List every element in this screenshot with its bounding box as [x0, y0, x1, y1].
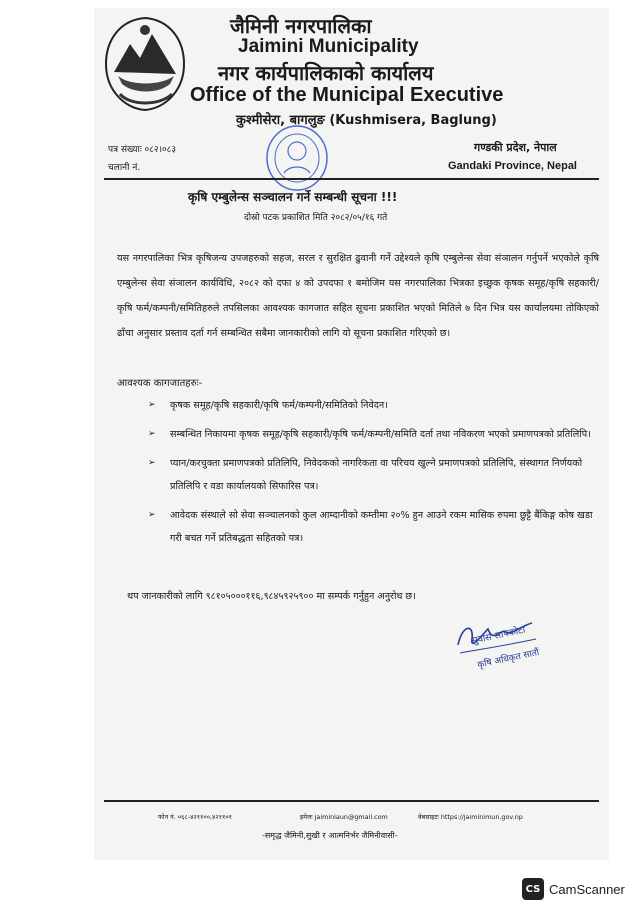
list-item: ➢ सम्बन्धित निकायमा कृषक समूह/कृषि सहकारी/कृषि फर्म/कम्पनी/समिति दर्ता तथा नविकरण भएको प्रमाणपत्रको प्रतिलिपि। — [144, 423, 596, 446]
camscanner-label: CamScanner — [549, 881, 625, 897]
camscanner-watermark — [522, 878, 625, 900]
office-address: कुश्मीसेरा, बागलुङ (Kushmisera, Baglung) — [236, 113, 497, 128]
notice-body: यस नगरपालिका भित्र कृषिजन्य उपजहरुको सहज, सरल र सुरक्षित ढुवानी गर्ने उद्देश्यले कृषि एम्बुलेन्स सेवा संञालन गर्नुपर्ने भएकोले कृषि एम्बुलेन्स सेवा संञालन कार्यविधि, २०८२ को दफा ४ को उपदफा १ बमोजिम यस नगरपालिका भित्रका इच्छुक कृषक समूह/कृषि सहकारी/कृषि फर्म/कम्पनी/समितिहरुले तपसिलका आवश्यक कागजात सहित सूचना प्रकाशित भएको मितिले ७ दिन भित्र यस कार्यालयमा तोकिएको ढाँचा अनुसार प्रस्ताव दर्ता गर्न सम्बन्धित सबैमा जानकारीको लागि यो सूचना प्रकाशित गरिएको छ। — [117, 253, 599, 339]
footer-phone — [158, 812, 232, 821]
list-item: ➢ कृषक समूह/कृषि सहकारी/कृषि फर्म/कम्पनी/समितिको निवेदन। — [144, 394, 596, 417]
letter-number-value: ०८२।०८३ — [144, 145, 177, 155]
municipality-name-english: Jaimini Municipality — [238, 36, 419, 57]
footer-divider — [104, 800, 599, 802]
arrow-bullet-icon: ➢ — [148, 510, 156, 520]
letter-number — [108, 142, 176, 155]
list-item: ➢ प्यान/करचुक्ता प्रमाणपत्रको प्रतिलिपि, निवेदकको नागरिकता वा परिचय खुल्ने प्रमाणपत्रको प्रतिलिपि, संस्थागत निर्णयको प्रतिलिपि र वडा कार्यालयको सिफारिस पत्र। — [144, 452, 596, 498]
municipality-name-nepali: जैमिनी नगरपालिका — [230, 14, 372, 38]
nepal-emblem-logo — [100, 14, 190, 114]
email-value[interactable]: jaiminiaun@gmail.com — [314, 813, 388, 821]
phone-value: ०६८-४२११००,४२११०१ — [177, 813, 232, 821]
camscanner-logo-icon: CS — [522, 878, 544, 900]
office-name-english: Office of the Municipal Executive — [190, 84, 504, 106]
signatory-title: कृषि अधिकृत सातौं — [476, 647, 541, 671]
publication-date: दोस्रो पटक प्रकाशित मिति २०८२/०५/१६ गते — [244, 213, 388, 223]
website-label: वेबसाइटः — [418, 813, 439, 821]
website-value[interactable]: https://jaiminimun.gov.np — [440, 813, 523, 821]
footer-website — [418, 812, 523, 821]
phone-label: फोन नं. — [158, 813, 176, 821]
notice-subject: कृषि एम्बुलेन्स सञ्चालन गर्ने सम्बन्धी सूचना !!! — [188, 190, 398, 204]
list-item: ➢ आवेदक संस्थाले सो सेवा सञ्चालनको कुल आम्दानीको कम्तीमा २०% हुन आउने रकम मासिक रुपमा छुट्टै बैंकिङ्ग कोष खडा गरी बचत गर्ने प्रतिबद्धता सहितको पत्र। — [144, 504, 596, 550]
arrow-bullet-icon: ➢ — [148, 458, 156, 468]
footer-email — [300, 812, 388, 821]
arrow-bullet-icon: ➢ — [148, 429, 156, 439]
footer-slogan: -समृद्ध जैमिनी,सुखी र आत्मनिर्भर जैमिनीवासी- — [262, 831, 398, 840]
signatory-name: सुवास सापकोटा — [470, 624, 527, 647]
email-label: इमेलः — [300, 813, 313, 821]
province-english: Gandaki Province, Nepal — [448, 160, 577, 172]
dispatch-number-label: चलानी नं. — [108, 163, 141, 173]
office-seal-stamp — [264, 123, 330, 193]
requirements-heading: आवश्यक कागजातहरुः- — [117, 378, 203, 389]
contact-request: थप जानकारीको लागि ९८१०५०००११६,९८४५९२५९०० मा सम्पर्क गर्नुहुन अनुरोध छ। — [127, 591, 416, 602]
letter-number-label: पत्र संख्याः — [108, 145, 142, 155]
office-name-nepali: नगर कार्यपालिकाको कार्यालय — [218, 61, 434, 85]
arrow-bullet-icon: ➢ — [148, 400, 156, 410]
requirements-list — [144, 394, 596, 556]
province-nepali: गण्डकी प्रदेश, नेपाल — [474, 141, 557, 154]
header-divider — [104, 178, 599, 180]
